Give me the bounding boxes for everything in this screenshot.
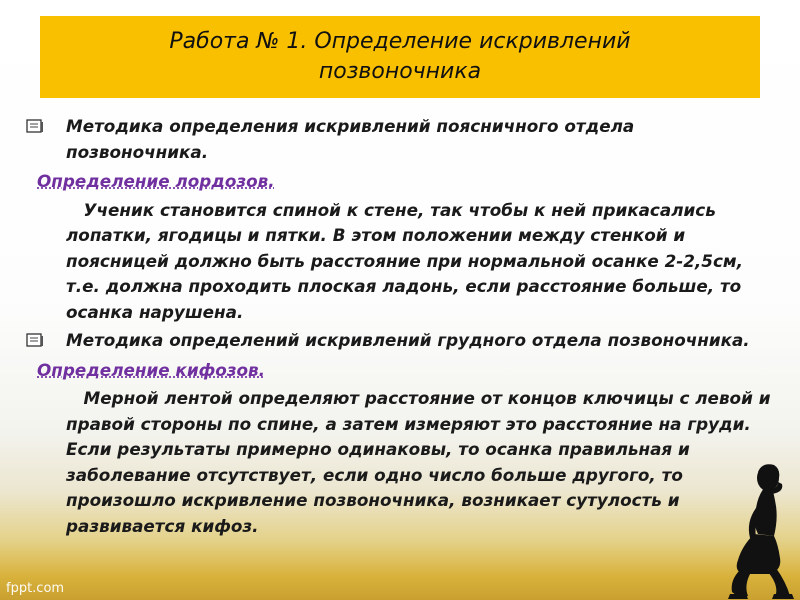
woman-silhouette-icon	[712, 462, 800, 600]
subheading: Определение лордозов.	[37, 171, 275, 191]
slide-title-line2: позвоночника	[318, 59, 482, 84]
paragraph: Ученик становится спиной к стене, так чтобы к ней прикасались лопатки, ягодицы и пятки. В этом положении между стенкой и поясницей должно быть расстояние при нормальной осанке 2-2,5см, т.е. должна проходить плоская ладонь, если расстояние больше, то осанка нарушена.	[66, 199, 749, 322]
title-box	[40, 16, 760, 98]
slide-title-line1: Работа № 1. Определение искривлений	[169, 29, 631, 54]
checkbox-icon	[26, 119, 44, 133]
bullet-text: Методика определений искривлений грудного отдела позвоночника.	[66, 330, 750, 350]
checkbox-icon	[26, 333, 44, 347]
subheading: Определение кифозов.	[37, 359, 266, 380]
paragraph: Мерной лентой определяют расстояние от концов ключицы с левой и правой стороны по спине, а затем измеряют это расстояние на груди. Если результаты примерно одинаковы, то осанка правильная и заболевание отсутствует, если одно число больше другого, то произошло искривление позвоночника, возникает сутулость и развивается кифоз.	[66, 388, 777, 536]
watermark: fppt.com	[6, 581, 65, 596]
bullet-item	[22, 328, 782, 354]
slide-content	[22, 114, 782, 542]
bullet-item	[22, 114, 782, 165]
bullet-text: Методика определения искривлений поясничного отдела позвоночника.	[66, 116, 635, 162]
